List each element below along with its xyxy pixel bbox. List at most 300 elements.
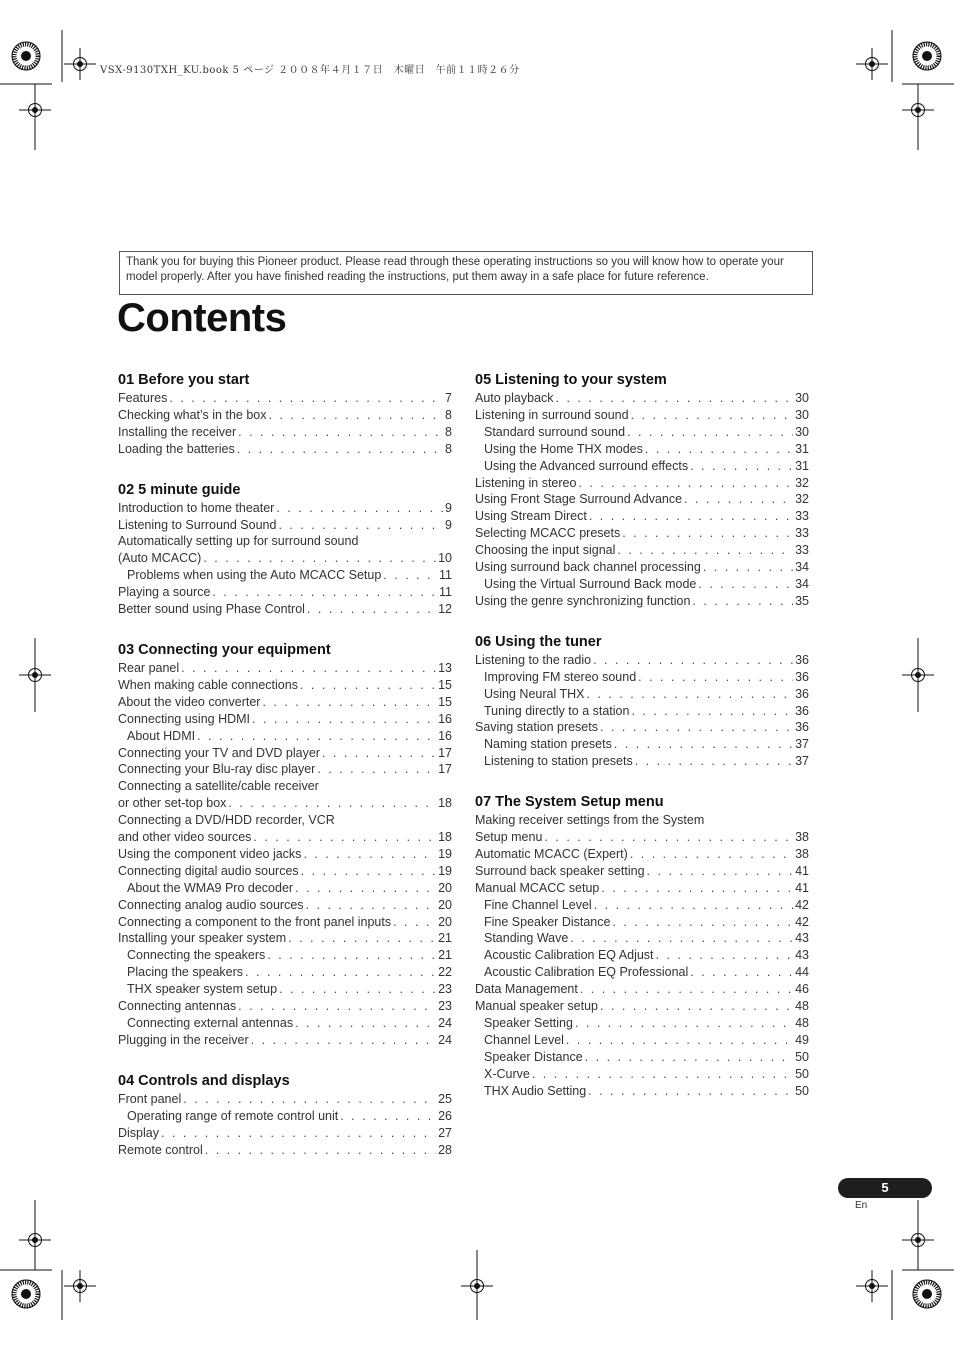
dot-leader	[544, 829, 793, 846]
dot-leader	[245, 964, 436, 981]
toc-page-number: 25	[438, 1091, 452, 1106]
dot-leader	[238, 424, 443, 441]
toc-entry[interactable]	[118, 441, 452, 458]
toc-page-number: 24	[438, 1016, 452, 1030]
section-heading: 02 5 minute guide	[118, 481, 241, 498]
toc-entry-title: THX speaker system setup	[127, 982, 278, 997]
dot-leader	[169, 390, 443, 407]
toc-subentry[interactable]	[475, 930, 809, 947]
dot-leader	[570, 930, 793, 947]
toc-entry-title: Standing Wave	[484, 931, 569, 946]
toc-page-number: 17	[438, 745, 452, 760]
toc-subentry[interactable]	[118, 567, 452, 584]
toc-page-number: 32	[795, 475, 809, 490]
page-number-badge: 5	[838, 1178, 932, 1198]
toc-entry-title: Automatically setting up for surround sound	[118, 534, 359, 549]
toc-page-number: 34	[795, 560, 809, 575]
toc-entry[interactable]	[475, 719, 809, 736]
toc-entry-title: Connecting a satellite/cable receiver	[118, 779, 319, 794]
toc-page-number: 16	[438, 728, 452, 743]
toc-entry-title: When making cable connections	[118, 677, 298, 692]
toc-page-number: 42	[795, 914, 809, 929]
toc-entry-title: About the WMA9 Pro decoder	[127, 880, 294, 895]
toc-page-number: 38	[795, 830, 809, 845]
toc-page-number: 21	[438, 948, 452, 963]
dot-leader	[566, 1032, 793, 1049]
toc-page-number: 43	[795, 931, 809, 946]
toc-page-number: 37	[795, 754, 809, 769]
toc-page-number: 9	[445, 517, 452, 532]
dot-leader	[288, 930, 436, 947]
dot-leader	[631, 407, 794, 424]
toc-page-number: 36	[795, 686, 809, 701]
toc-entry-title: Using the genre synchronizing function	[475, 593, 691, 608]
toc-subentry[interactable]	[475, 897, 809, 914]
toc-entry-title: Surround back speaker setting	[475, 863, 645, 878]
toc-entry-title: Acoustic Calibration EQ Professional	[484, 965, 689, 980]
toc-entry-title: Listening in surround sound	[475, 407, 629, 422]
toc-entry-title: Choosing the input signal	[475, 543, 616, 558]
toc-page-number: 36	[795, 703, 809, 718]
toc-entry-title: Installing the receiver	[118, 424, 237, 439]
dot-leader	[306, 897, 437, 914]
toc-page-number: 48	[795, 1016, 809, 1030]
toc-subentry[interactable]	[475, 947, 809, 964]
toc-entry[interactable]	[475, 998, 809, 1015]
toc-section	[475, 633, 809, 770]
toc-entry[interactable]	[475, 652, 809, 669]
toc-entry[interactable]	[118, 517, 452, 534]
toc-entry-title: Display	[118, 1125, 159, 1140]
toc-page-number: 31	[795, 458, 809, 473]
toc-subentry[interactable]	[475, 441, 809, 458]
toc-entry[interactable]	[475, 846, 809, 863]
toc-entry[interactable]	[118, 863, 452, 880]
toc-entry-title: Connecting your Blu-ray disc player	[118, 762, 316, 777]
toc-subentry[interactable]	[475, 1015, 809, 1032]
toc-entry-title: Channel Level	[484, 1032, 564, 1047]
dot-leader	[647, 863, 794, 880]
toc-entry-title: Using surround back channel processing	[475, 560, 701, 575]
dot-leader	[600, 998, 793, 1015]
dot-leader	[383, 567, 437, 584]
toc-entry[interactable]	[475, 475, 809, 492]
dot-leader	[237, 441, 443, 458]
toc-entry-title: X-Curve	[484, 1066, 530, 1081]
toc-page-number: 11	[439, 585, 452, 600]
toc-entry-title: Plugging in the receiver	[118, 1032, 249, 1047]
toc-entry-title: THX Audio Setting	[484, 1083, 587, 1098]
toc-entry-title: Connecting using HDMI	[118, 711, 251, 726]
contents-column-left	[118, 371, 452, 1181]
toc-page-number: 37	[795, 737, 809, 752]
dot-leader	[631, 703, 793, 720]
toc-entry[interactable]	[475, 508, 809, 525]
toc-entry-title: or other set-top box	[118, 796, 227, 811]
toc-entry-title: Connecting the speakers	[127, 948, 266, 963]
toc-entry-title: Acoustic Calibration EQ Adjust	[484, 948, 654, 963]
toc-page-number: 28	[438, 1142, 452, 1157]
toc-entry-title: Manual MCACC setup	[475, 880, 600, 895]
toc-entry-title: Saving station presets	[475, 720, 598, 735]
dot-leader	[656, 947, 794, 964]
dot-leader	[317, 761, 436, 778]
page-language: En	[855, 1200, 868, 1211]
toc-entry-title: Using Neural THX	[484, 686, 585, 701]
toc-entry[interactable]	[118, 660, 452, 677]
toc-entry-title: Connecting external antennas	[127, 1016, 294, 1030]
toc-entry-title: Placing the speakers	[127, 965, 244, 980]
toc-page-number: 33	[795, 526, 809, 541]
toc-page-number: 9	[445, 500, 452, 515]
dot-leader	[253, 829, 436, 846]
dot-leader	[578, 475, 793, 492]
dot-leader	[684, 491, 793, 508]
toc-entry-title: Listening to the radio	[475, 652, 592, 667]
toc-entry[interactable]	[475, 390, 809, 407]
dot-leader	[276, 500, 443, 517]
dot-leader	[575, 1015, 793, 1032]
dot-leader	[589, 508, 793, 525]
toc-entry[interactable]	[118, 407, 452, 424]
dot-leader	[627, 424, 793, 441]
toc-entry-title: Remote control	[118, 1142, 203, 1157]
dot-leader	[612, 914, 793, 931]
toc-entry-title: Automatic MCACC (Expert)	[475, 846, 628, 861]
dot-leader	[301, 863, 436, 880]
toc-subentry[interactable]	[475, 669, 809, 686]
dot-leader	[585, 1049, 793, 1066]
toc-page-number: 16	[438, 711, 452, 726]
toc-entry-title: Introduction to home theater	[118, 500, 275, 515]
toc-entry[interactable]	[475, 981, 809, 998]
toc-entry[interactable]	[118, 930, 452, 947]
contents-column-right	[475, 371, 809, 1123]
toc-page-number: 21	[438, 931, 452, 946]
toc-page-number: 34	[795, 576, 809, 591]
toc-page-number: 19	[438, 846, 452, 861]
toc-page-number: 8	[445, 441, 452, 456]
dot-leader	[645, 441, 793, 458]
toc-entry-title: Listening in stereo	[475, 475, 577, 490]
toc-entry[interactable]	[118, 711, 452, 728]
toc-page-number: 24	[438, 1032, 452, 1047]
dot-leader	[698, 576, 793, 593]
toc-page-number: 35	[795, 593, 809, 608]
dot-leader	[212, 584, 437, 601]
toc-page-number: 23	[438, 982, 452, 997]
dot-leader	[588, 1083, 793, 1100]
toc-entry[interactable]	[475, 559, 809, 576]
dot-leader	[600, 719, 793, 736]
dot-leader	[692, 593, 793, 610]
toc-entry-title: Connecting a DVD/HDD recorder, VCR	[118, 813, 335, 828]
toc-page-number: 20	[438, 914, 452, 929]
dot-leader	[587, 686, 794, 703]
toc-page-number: 48	[795, 999, 809, 1014]
toc-entry-title: Listening to Surround Sound	[118, 517, 277, 532]
dot-leader	[203, 550, 436, 567]
toc-entry[interactable]	[118, 601, 452, 618]
toc-entry-title: and other video sources	[118, 830, 252, 845]
dot-leader	[703, 559, 793, 576]
toc-subentry[interactable]	[118, 728, 452, 745]
toc-section	[475, 793, 809, 1099]
toc-entry[interactable]	[475, 542, 809, 559]
toc-subentry[interactable]	[118, 1108, 452, 1125]
toc-page-number: 8	[445, 407, 452, 422]
dot-leader	[295, 880, 436, 897]
toc-page-number: 43	[795, 948, 809, 963]
toc-entry-title: Better sound using Phase Control	[118, 602, 305, 617]
toc-entry-title: Fine Speaker Distance	[484, 914, 611, 929]
toc-page-number: 8	[445, 424, 452, 439]
toc-entry[interactable]	[118, 1032, 452, 1049]
section-heading: 04 Controls and displays	[118, 1072, 290, 1089]
toc-entry-title: Fine Channel Level	[484, 897, 592, 912]
dot-leader	[601, 880, 793, 897]
toc-entry[interactable]	[118, 914, 452, 931]
toc-entry-title: Making receiver settings from the System	[475, 813, 705, 828]
dot-leader	[635, 753, 793, 770]
toc-page-number: 41	[795, 863, 809, 878]
toc-entry-title: Playing a source	[118, 585, 211, 600]
dot-leader	[251, 1032, 436, 1049]
toc-entry-title: Connecting analog audio sources	[118, 897, 304, 912]
toc-entry-title: Front panel	[118, 1091, 182, 1106]
toc-subentry[interactable]	[475, 576, 809, 593]
toc-entry-title: Tuning directly to a station	[484, 703, 630, 718]
dot-leader	[205, 1142, 436, 1159]
toc-entry-title: Listening to station presets	[484, 754, 633, 769]
toc-entry[interactable]	[118, 1142, 452, 1159]
toc-entry-title: Connecting digital audio sources	[118, 863, 299, 878]
toc-page-number: 41	[795, 880, 809, 895]
toc-entry[interactable]	[118, 1125, 452, 1142]
toc-page-number: 49	[795, 1032, 809, 1047]
section-heading: 05 Listening to your system	[475, 372, 667, 388]
toc-entry-title: Using Stream Direct	[475, 509, 587, 524]
toc-entry[interactable]	[118, 795, 452, 812]
toc-section	[118, 1072, 452, 1159]
toc-entry-title: Naming station presets	[484, 737, 612, 752]
toc-subentry[interactable]	[475, 736, 809, 753]
toc-entry-title: About HDMI	[127, 728, 196, 743]
toc-subentry[interactable]	[118, 1015, 452, 1032]
toc-entry-title: Using the Virtual Surround Back mode	[484, 576, 697, 591]
dot-leader	[690, 458, 793, 475]
toc-subentry[interactable]	[475, 964, 809, 981]
toc-page-number: 12	[438, 602, 452, 617]
toc-entry[interactable]	[118, 694, 452, 711]
dot-leader	[278, 517, 443, 534]
toc-page-number: 38	[795, 846, 809, 861]
toc-entry[interactable]	[118, 390, 452, 407]
toc-entry-title: Loading the batteries	[118, 441, 235, 456]
toc-subentry[interactable]	[475, 1032, 809, 1049]
toc-entry[interactable]	[118, 550, 452, 567]
toc-page-number: 20	[438, 897, 452, 912]
dot-leader	[617, 542, 793, 559]
toc-page-number: 10	[438, 551, 452, 566]
toc-entry-title: Using the component video jacks	[118, 846, 302, 861]
toc-page-number: 15	[438, 677, 452, 692]
toc-entry-title: Installing your speaker system	[118, 931, 287, 946]
dot-leader	[262, 694, 436, 711]
toc-page-number: 23	[438, 999, 452, 1014]
toc-entry[interactable]	[118, 829, 452, 846]
dot-leader	[580, 981, 793, 998]
dot-leader	[307, 601, 436, 618]
toc-page-number: 7	[445, 391, 452, 405]
toc-subentry[interactable]	[475, 753, 809, 770]
toc-page-number: 20	[438, 880, 452, 895]
toc-subentry[interactable]	[475, 1066, 809, 1083]
file-info-header: VSX-9130TXH_KU.book 5 ページ ２００８年４月１７日 木曜日 午前１１時２６分	[100, 65, 520, 76]
toc-section	[118, 481, 452, 618]
toc-subentry[interactable]	[118, 964, 452, 981]
toc-page-number: 15	[438, 694, 452, 709]
toc-page-number: 19	[438, 863, 452, 878]
toc-section	[475, 371, 809, 610]
toc-entry-title: Connecting a component to the front panel inputs	[118, 914, 392, 929]
toc-subentry[interactable]	[475, 1083, 809, 1100]
toc-page-number: 30	[795, 424, 809, 439]
toc-subentry[interactable]	[475, 458, 809, 475]
toc-entry[interactable]	[475, 407, 809, 424]
toc-entry-title: Checking what’s in the box	[118, 407, 267, 422]
toc-entry-title: Selecting MCACC presets	[475, 526, 621, 541]
toc-subentry[interactable]	[475, 703, 809, 720]
toc-entry-title: Connecting your TV and DVD player	[118, 745, 320, 760]
dot-leader	[556, 390, 794, 407]
toc-subentry[interactable]	[118, 880, 452, 897]
toc-page-number: 33	[795, 543, 809, 558]
toc-page-number: 50	[795, 1049, 809, 1064]
toc-entry-title: Setup menu	[475, 830, 543, 845]
toc-page-number: 50	[795, 1066, 809, 1081]
dot-leader	[161, 1125, 436, 1142]
toc-subentry[interactable]	[118, 981, 452, 998]
toc-entry[interactable]	[118, 1091, 452, 1108]
dot-leader	[197, 728, 436, 745]
dot-leader	[532, 1066, 793, 1083]
dot-leader	[622, 525, 793, 542]
toc-page-number: 36	[795, 669, 809, 684]
dot-leader	[393, 914, 436, 931]
toc-entry[interactable]	[118, 846, 452, 863]
toc-entry[interactable]	[475, 491, 809, 508]
toc-page-number: 42	[795, 897, 809, 912]
toc-entry[interactable]	[475, 880, 809, 897]
section-heading: 03 Connecting your equipment	[118, 641, 331, 658]
toc-entry-title: Data Management	[475, 982, 578, 997]
dot-leader	[594, 897, 793, 914]
toc-entry-title: Problems when using the Auto MCACC Setup	[127, 568, 382, 583]
toc-page-number: 22	[438, 965, 452, 980]
toc-entry-title: Improving FM stereo sound	[484, 669, 637, 684]
toc-subentry[interactable]	[475, 424, 809, 441]
toc-entry[interactable]	[118, 424, 452, 441]
dot-leader	[267, 947, 436, 964]
dot-leader	[252, 711, 436, 728]
toc-entry[interactable]	[118, 897, 452, 914]
toc-entry[interactable]	[118, 761, 452, 778]
toc-subentry[interactable]	[475, 1049, 809, 1066]
toc-entry[interactable]	[475, 525, 809, 542]
section-heading: 01 Before you start	[118, 372, 250, 388]
dot-leader	[268, 407, 443, 424]
toc-page-number: 46	[795, 982, 809, 997]
toc-page-number: 44	[795, 965, 809, 980]
toc-entry-title: Using the Advanced surround effects	[484, 458, 689, 473]
toc-entry-title: Rear panel	[118, 660, 180, 675]
dot-leader	[295, 1015, 436, 1032]
toc-subentry[interactable]	[475, 914, 809, 931]
toc-entry[interactable]	[118, 584, 452, 601]
dot-leader	[690, 964, 793, 981]
dot-leader	[614, 736, 793, 753]
section-heading: 07 The System Setup menu	[475, 794, 664, 811]
toc-page-number: 36	[795, 652, 809, 667]
toc-entry-title: Speaker Setting	[484, 1016, 573, 1030]
dot-leader	[303, 846, 436, 863]
toc-page-number: 32	[795, 492, 809, 507]
toc-entry[interactable]	[475, 863, 809, 880]
toc-entry-title: About the video converter	[118, 694, 261, 709]
toc-entry[interactable]	[118, 998, 452, 1015]
dot-leader	[300, 677, 436, 694]
dot-leader	[238, 998, 436, 1015]
dot-leader	[183, 1091, 436, 1108]
toc-entry[interactable]	[475, 593, 809, 610]
toc-entry[interactable]	[118, 745, 452, 762]
page-title: Contents	[117, 296, 287, 340]
toc-entry-title: Features	[118, 391, 168, 405]
toc-page-number: 26	[438, 1108, 452, 1123]
toc-entry[interactable]	[118, 677, 452, 694]
toc-page-number: 18	[438, 830, 452, 845]
toc-section	[118, 641, 452, 1049]
toc-entry-title: Standard surround sound	[484, 424, 626, 439]
toc-page-number: 18	[438, 796, 452, 811]
dot-leader	[228, 795, 436, 812]
toc-page-number: 31	[795, 441, 809, 456]
toc-entry-title: Connecting antennas	[118, 999, 237, 1014]
dot-leader	[181, 660, 436, 677]
dot-leader	[593, 652, 793, 669]
toc-subentry[interactable]	[118, 947, 452, 964]
toc-section	[118, 371, 452, 458]
toc-page-number: 33	[795, 509, 809, 524]
toc-entry-title: Speaker Distance	[484, 1049, 583, 1064]
dot-leader	[279, 981, 436, 998]
toc-page-number: 13	[438, 660, 452, 675]
toc-page-number: 30	[795, 407, 809, 422]
toc-page-number: 50	[795, 1083, 809, 1098]
intro-notice: Thank you for buying this Pioneer product. Please read through these operating instructions so you will know how to operate your model properly. After you have finished reading the instructions, put them away in a safe place for future reference.	[119, 251, 813, 295]
toc-page-number: 11	[439, 568, 452, 583]
dot-leader	[630, 846, 793, 863]
toc-entry-title: Using the Home THX modes	[484, 441, 643, 456]
toc-subentry[interactable]	[475, 686, 809, 703]
dot-leader	[340, 1108, 436, 1125]
toc-page-number: 27	[438, 1125, 452, 1140]
toc-page-number: 17	[438, 762, 452, 777]
toc-entry[interactable]	[118, 500, 452, 517]
toc-page-number: 30	[795, 391, 809, 405]
toc-entry[interactable]	[475, 829, 809, 846]
